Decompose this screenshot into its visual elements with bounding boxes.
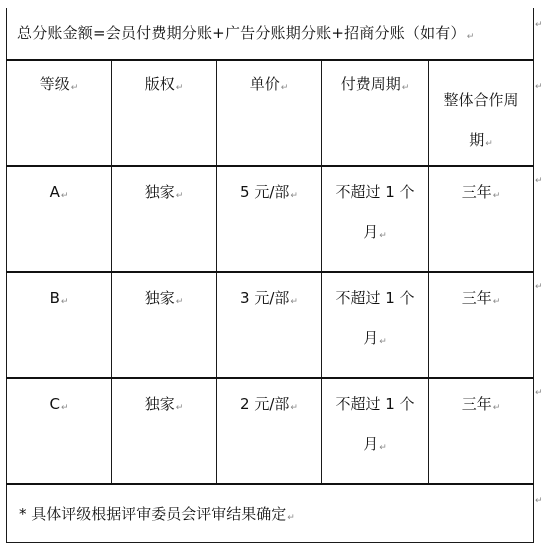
- cell-rights-value: 独家: [144, 289, 175, 307]
- row-end-mark-icon: ↵: [535, 20, 543, 30]
- cell-level: [7, 166, 112, 272]
- paragraph-mark-icon: ↵: [287, 513, 295, 523]
- header-rights: [112, 60, 217, 166]
- cell-pay-period-line1: 不超过 1 个: [335, 395, 415, 413]
- cell-rights-value: 独家: [144, 183, 175, 201]
- cell-rights: [112, 378, 217, 484]
- cell-pay-period: [322, 272, 429, 378]
- cell-coop-period-value: 三年: [461, 183, 492, 201]
- table-row: [7, 272, 534, 378]
- cell-pay-period-line2: 月: [363, 223, 379, 241]
- table-row: [7, 378, 534, 484]
- cell-price: [217, 378, 322, 484]
- paragraph-mark-icon: ↵: [290, 297, 298, 307]
- formula-cell: [7, 8, 534, 60]
- row-end-mark-icon: ↵: [535, 176, 543, 186]
- cell-price-value: 3 元/部: [240, 289, 290, 307]
- header-pay-period-label: 付费周期: [340, 75, 401, 93]
- table-row: [7, 166, 534, 272]
- paragraph-mark-icon: ↵: [175, 297, 184, 307]
- header-coop-period-line2-wrap: [429, 113, 533, 157]
- note-text: * 具体评级根据评审委员会评审结果确定: [19, 505, 287, 523]
- cell-coop-period: [429, 166, 534, 272]
- cell-coop-period-value: 三年: [461, 289, 492, 307]
- cell-coop-period: [429, 272, 534, 378]
- cell-price-value: 2 元/部: [240, 395, 290, 413]
- paragraph-mark-icon: ↵: [466, 32, 475, 42]
- cell-coop-period: [429, 378, 534, 484]
- paragraph-mark-icon: ↵: [401, 83, 410, 93]
- cell-pay-period: [322, 378, 429, 484]
- header-rights-label: 版权: [144, 75, 175, 93]
- note-cell: [7, 484, 534, 542]
- paragraph-mark-icon: ↵: [175, 191, 184, 201]
- cell-level-value: B: [49, 289, 60, 307]
- cell-coop-period-value: 三年: [461, 395, 492, 413]
- header-row: [7, 60, 534, 166]
- paragraph-mark-icon: ↵: [379, 443, 387, 453]
- pricing-table: [6, 8, 534, 543]
- header-price: [217, 60, 322, 166]
- header-pay-period: [322, 60, 429, 166]
- formula-row: [7, 8, 534, 60]
- cell-pay-period-line2: 月: [363, 329, 379, 347]
- cell-pay-period-line1: 不超过 1 个: [335, 289, 415, 307]
- paragraph-mark-icon: ↵: [492, 191, 501, 201]
- paragraph-mark-icon: ↵: [290, 403, 298, 413]
- header-level: [7, 60, 112, 166]
- cell-pay-period-line2-wrap: [322, 417, 428, 461]
- paragraph-mark-icon: ↵: [280, 83, 289, 93]
- cell-price: [217, 166, 322, 272]
- header-level-label: 等级: [39, 75, 70, 93]
- cell-level: [7, 272, 112, 378]
- row-end-mark-icon: ↵: [535, 282, 543, 292]
- cell-pay-period-line2-wrap: [322, 205, 428, 249]
- cell-rights-value: 独家: [144, 395, 175, 413]
- paragraph-mark-icon: ↵: [379, 231, 387, 241]
- paragraph-mark-icon: ↵: [175, 83, 184, 93]
- cell-pay-period: [322, 166, 429, 272]
- cell-rights: [112, 166, 217, 272]
- paragraph-mark-icon: ↵: [60, 297, 69, 307]
- paragraph-mark-icon: ↵: [290, 191, 298, 201]
- formula-text: 总分账金额=会员付费期分账+广告分账期分账+招商分账（如有）: [17, 24, 466, 42]
- cell-level: [7, 378, 112, 484]
- cell-level-value: C: [49, 395, 60, 413]
- row-end-mark-icon: ↵: [535, 388, 543, 398]
- cell-price: [217, 272, 322, 378]
- paragraph-mark-icon: ↵: [485, 139, 493, 149]
- paragraph-mark-icon: ↵: [60, 403, 69, 413]
- row-end-mark-icon: ↵: [535, 82, 543, 92]
- paragraph-mark-icon: ↵: [379, 337, 387, 347]
- cell-price-value: 5 元/部: [240, 183, 290, 201]
- header-coop-period-line2: 期: [469, 131, 485, 149]
- paragraph-mark-icon: ↵: [175, 403, 184, 413]
- cell-pay-period-line2: 月: [363, 435, 379, 453]
- row-end-mark-icon: ↵: [535, 496, 543, 506]
- cell-pay-period-line2-wrap: [322, 311, 428, 355]
- header-coop-period: [429, 60, 534, 166]
- header-price-label: 单价: [249, 75, 280, 93]
- paragraph-mark-icon: ↵: [60, 191, 69, 201]
- header-coop-period-line1: 整体合作周: [443, 91, 519, 109]
- paragraph-mark-icon: ↵: [492, 297, 501, 307]
- paragraph-mark-icon: ↵: [492, 403, 501, 413]
- paragraph-mark-icon: ↵: [70, 83, 79, 93]
- note-row: [7, 484, 534, 542]
- cell-rights: [112, 272, 217, 378]
- cell-pay-period-line1: 不超过 1 个: [335, 183, 415, 201]
- cell-level-value: A: [49, 183, 60, 201]
